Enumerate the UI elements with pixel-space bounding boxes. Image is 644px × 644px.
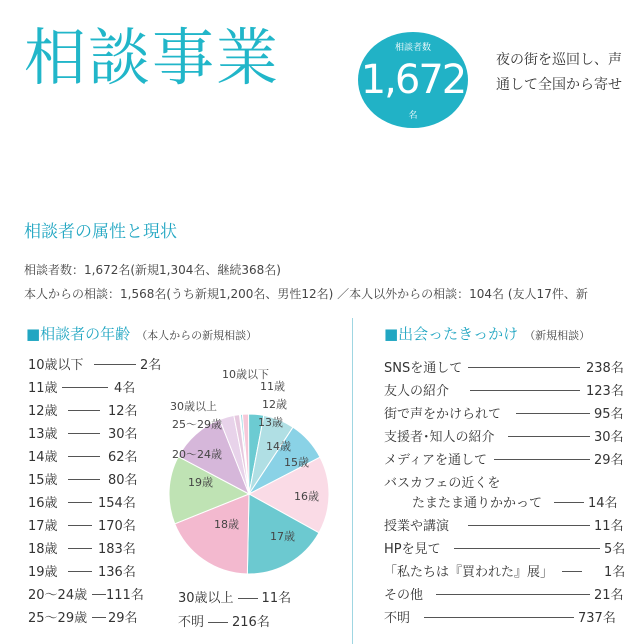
- page-title: 相談事業: [24, 21, 281, 94]
- trigger-label: 友人の紹介: [384, 384, 450, 399]
- badge-value: 1,672: [360, 57, 466, 103]
- count-badge: [358, 32, 468, 128]
- age-label: 14歳: [28, 450, 58, 465]
- age-heading-note: （本人からの新規相談）: [136, 329, 258, 342]
- trigger-label: 「私たちは『買われた』展」: [384, 565, 554, 580]
- intro-line-1: 夜の街を巡回し、声: [496, 52, 622, 68]
- age-extra-row: [178, 587, 291, 606]
- summary-text: [24, 258, 588, 306]
- badge-label: 相談者数: [394, 43, 431, 53]
- trigger-value: 123名: [586, 384, 624, 399]
- trigger-label: 街で声をかけられて: [384, 407, 502, 422]
- trigger-value: 29名: [594, 453, 624, 468]
- age-label: 16歳: [28, 496, 58, 511]
- trigger-value: 1名: [604, 565, 626, 580]
- leader-line: [454, 548, 600, 549]
- age-label: 12歳: [28, 404, 58, 419]
- trigger-label: たまたま通りかかって: [412, 496, 543, 511]
- leader-line: [62, 387, 108, 388]
- leader-line: [562, 571, 582, 572]
- leader-line: [68, 456, 100, 457]
- age-label: 15歳: [28, 473, 58, 488]
- pie-slice-label: 15歳: [284, 456, 309, 469]
- trigger-heading-note: （新規相談）: [524, 329, 591, 342]
- age-heading-text: ■相談者の年齢: [26, 325, 131, 343]
- age-pie-chart: [166, 368, 332, 604]
- leader-line: [238, 598, 258, 599]
- pie-slice-label: 16歳: [294, 490, 319, 503]
- leader-line: [436, 594, 590, 595]
- leader-line: [468, 367, 580, 368]
- summary-line-2: 本人からの相談：1,568名(うち新規1,200名、男性12名) ／本人以外からの相談：104名 (友人17件、新: [24, 287, 588, 301]
- age-value: 154名: [98, 496, 136, 511]
- age-label: 19歳: [28, 565, 58, 580]
- trigger-label: 支援者･知人の紹介: [384, 430, 495, 445]
- trigger-label: メディアを通して: [384, 453, 487, 468]
- pie-slice-label: 19歳: [188, 476, 213, 489]
- leader-line: [68, 410, 100, 411]
- age-extra-label: 30歳以上: [178, 591, 234, 606]
- pie-slice-label: 20～24歳: [172, 448, 222, 461]
- age-value: 183名: [98, 542, 136, 557]
- age-label: 10歳以下: [28, 358, 84, 373]
- age-value: 12名: [108, 404, 138, 419]
- age-extra-value: 11名: [261, 591, 292, 606]
- pie-slice-label: 14歳: [266, 440, 291, 453]
- trigger-label: HPを見て: [384, 542, 441, 557]
- age-extra-label: 不明: [178, 615, 205, 630]
- leader-line: [508, 436, 590, 437]
- trigger-value: 30名: [594, 430, 624, 445]
- intro-line-2: 通して全国から寄せ: [496, 77, 622, 93]
- trigger-value: 14名: [588, 496, 618, 511]
- leader-line: [68, 502, 92, 503]
- intro-text: [496, 48, 622, 98]
- trigger-heading-text: ■出会ったきっかけ: [384, 325, 519, 343]
- age-value: 29名: [108, 611, 138, 626]
- trigger-label: バスカフェの近くを: [384, 476, 501, 491]
- age-value: 4名: [114, 381, 136, 396]
- age-label: 20～24歳: [28, 588, 88, 603]
- leader-line: [468, 525, 590, 526]
- age-label: 11歳: [28, 381, 58, 396]
- trigger-value: 21名: [594, 588, 624, 603]
- leader-line: [92, 594, 106, 595]
- age-value: 111名: [106, 588, 144, 603]
- section-heading: 相談者の属性と現状: [24, 222, 177, 242]
- age-value: 136名: [98, 565, 136, 580]
- age-value: 30名: [108, 427, 138, 442]
- trigger-value: 95名: [594, 407, 624, 422]
- trigger-label: その他: [384, 588, 424, 603]
- age-heading: [26, 323, 257, 344]
- leader-line: [208, 622, 228, 623]
- leader-line: [68, 525, 92, 526]
- badge-unit: 名: [408, 111, 418, 121]
- trigger-value: 11名: [594, 519, 624, 534]
- pie-slice-label: 30歳以上: [170, 400, 217, 413]
- leader-line: [68, 571, 92, 572]
- trigger-label: 不明: [384, 611, 411, 626]
- pie-slice-label: 10歳以下: [222, 368, 269, 381]
- age-extra-row: [178, 611, 270, 630]
- leader-line: [92, 617, 106, 618]
- leader-line: [516, 413, 590, 414]
- age-label: 25～29歳: [28, 611, 88, 626]
- trigger-value: 5名: [604, 542, 626, 557]
- age-label: 17歳: [28, 519, 58, 534]
- age-value: 80名: [108, 473, 138, 488]
- leader-line: [424, 617, 574, 618]
- leader-line: [470, 390, 580, 391]
- trigger-value: 737名: [578, 611, 616, 626]
- age-extra-value: 216名: [232, 615, 270, 630]
- summary-line-1: 相談者数：1,672名(新規1,304名、継続368名): [24, 263, 281, 277]
- pie-slice-label: 13歳: [258, 416, 283, 429]
- age-value: 2名: [140, 358, 162, 373]
- trigger-label: 授業や講演: [384, 519, 450, 534]
- pie-slice-label: 17歳: [270, 530, 295, 543]
- leader-line: [68, 479, 100, 480]
- pie-slice-label: 18歳: [214, 518, 239, 531]
- trigger-label: SNSを通して: [384, 361, 463, 376]
- pie-slice-label: 25～29歳: [172, 418, 222, 431]
- age-value: 62名: [108, 450, 138, 465]
- leader-line: [94, 364, 136, 365]
- leader-line: [68, 548, 92, 549]
- leader-line: [494, 459, 590, 460]
- leader-line: [68, 433, 100, 434]
- leader-line: [554, 502, 584, 503]
- trigger-heading: [384, 323, 590, 344]
- trigger-value: 238名: [586, 361, 624, 376]
- column-divider: [352, 318, 353, 644]
- age-value: 170名: [98, 519, 136, 534]
- pie-slice-label: 12歳: [262, 398, 287, 411]
- pie-slice-label: 11歳: [260, 380, 285, 393]
- age-label: 13歳: [28, 427, 58, 442]
- age-label: 18歳: [28, 542, 58, 557]
